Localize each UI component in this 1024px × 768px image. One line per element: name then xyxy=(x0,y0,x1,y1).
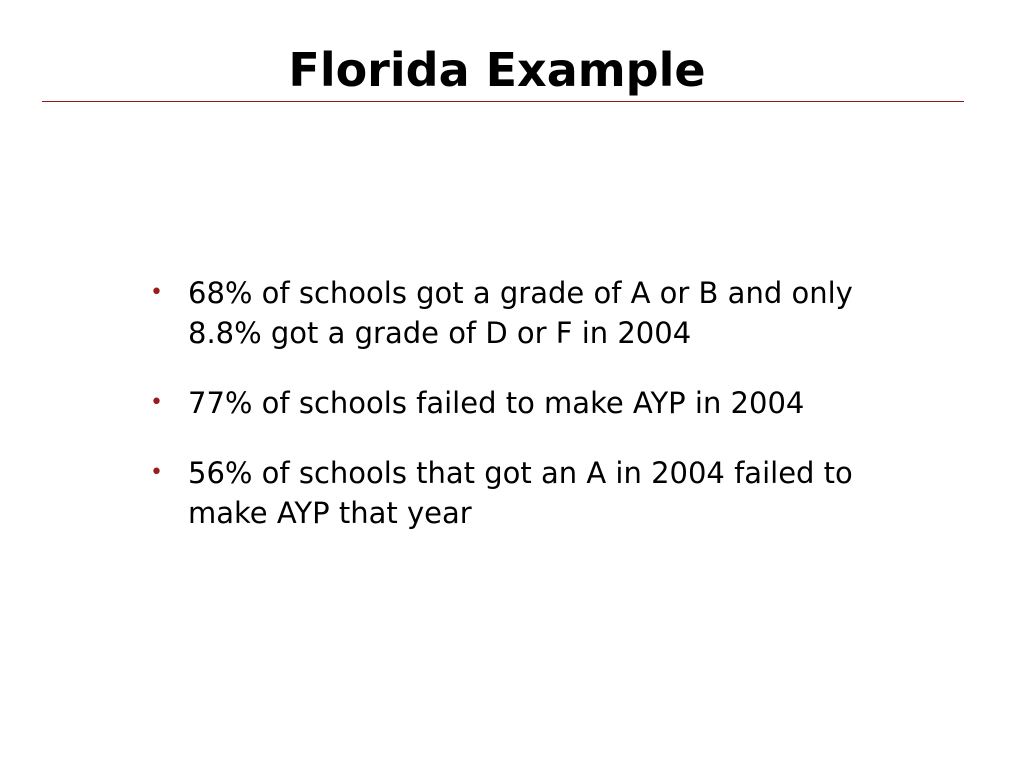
bullet-icon: • xyxy=(150,280,163,305)
bullet-icon: • xyxy=(150,390,163,415)
bullet-icon: • xyxy=(150,460,163,485)
bullet-text: 77% of schools failed to make AYP in 2004 xyxy=(188,386,805,420)
bullet-item xyxy=(150,453,930,533)
bullet-text: 56% of schools that got an A in 2004 failed to make AYP that year xyxy=(188,456,853,530)
bullet-text: 68% of schools got a grade of A or B and only 8.8% got a grade of D or F in 2004 xyxy=(188,276,853,350)
slide-title: Florida Example xyxy=(288,43,706,97)
bullet-item xyxy=(150,383,930,423)
bullet-item xyxy=(150,273,930,353)
bullet-list xyxy=(150,273,930,563)
title-divider xyxy=(42,101,964,102)
